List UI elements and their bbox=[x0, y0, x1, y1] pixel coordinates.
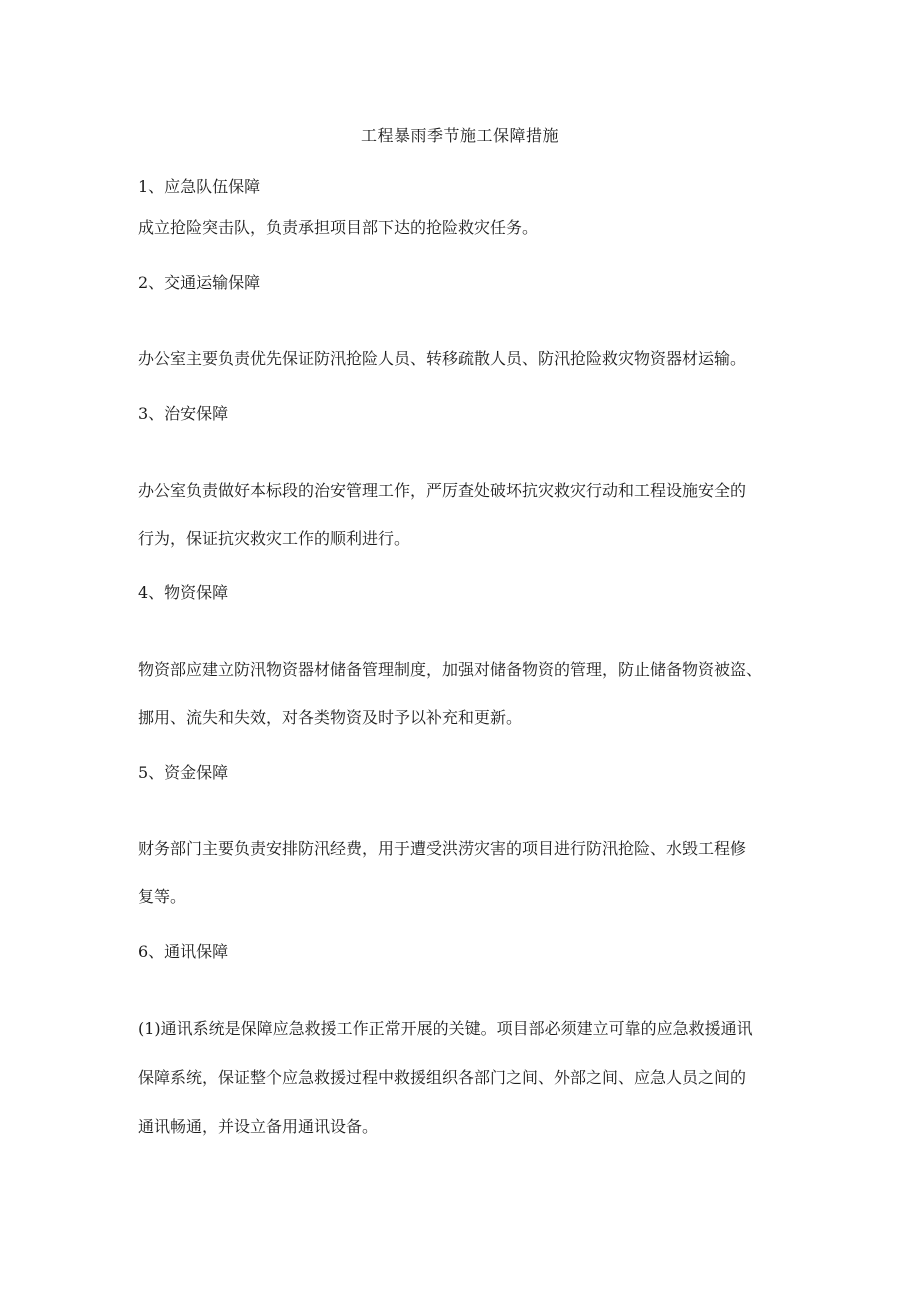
paragraph-line: 物资部应建立防汛物资器材储备管理制度，加强对储备物资的管理，防止储备物资被盗、 bbox=[138, 660, 763, 679]
section-heading-1: 1、应急队伍保障 bbox=[138, 177, 261, 196]
paragraph-line: (1)通讯系统是保障应急救援工作正常开展的关键。项目部必须建立可靠的应急救援通讯 bbox=[138, 1019, 753, 1038]
paragraph-line: 挪用、流失和失效，对各类物资及时予以补充和更新。 bbox=[138, 708, 523, 727]
section-heading-2: 2、交通运输保障 bbox=[138, 273, 261, 292]
paragraph-line: 财务部门主要负责安排防汛经费，用于遭受洪涝灾害的项目进行防汛抢险、水毁工程修 bbox=[138, 839, 747, 858]
paragraph-line: 办公室主要负责优先保证防汛抢险人员、转移疏散人员、防汛抢险救灾物资器材运输。 bbox=[138, 349, 747, 368]
paragraph-line: 通讯畅通，并设立备用通讯设备。 bbox=[138, 1117, 379, 1136]
section-heading-6: 6、通讯保障 bbox=[138, 942, 229, 961]
paragraph-line: 保障系统，保证整个应急救援过程中救援组织各部门之间、外部之间、应急人员之间的 bbox=[138, 1068, 747, 1087]
paragraph-line: 行为，保证抗灾救灾工作的顺利进行。 bbox=[138, 529, 411, 548]
section-heading-5: 5、资金保障 bbox=[138, 763, 229, 782]
paragraph-line: 办公室负责做好本标段的治安管理工作，严厉查处破坏抗灾救灾行动和工程设施安全的 bbox=[138, 481, 747, 500]
section-heading-4: 4、物资保障 bbox=[138, 583, 229, 602]
section-heading-3: 3、治安保障 bbox=[138, 404, 229, 423]
paragraph-line: 成立抢险突击队，负责承担项目部下达的抢险救灾任务。 bbox=[138, 218, 539, 237]
paragraph-line: 复等。 bbox=[138, 887, 187, 906]
document-title: 工程暴雨季节施工保障措施 bbox=[360, 126, 559, 145]
